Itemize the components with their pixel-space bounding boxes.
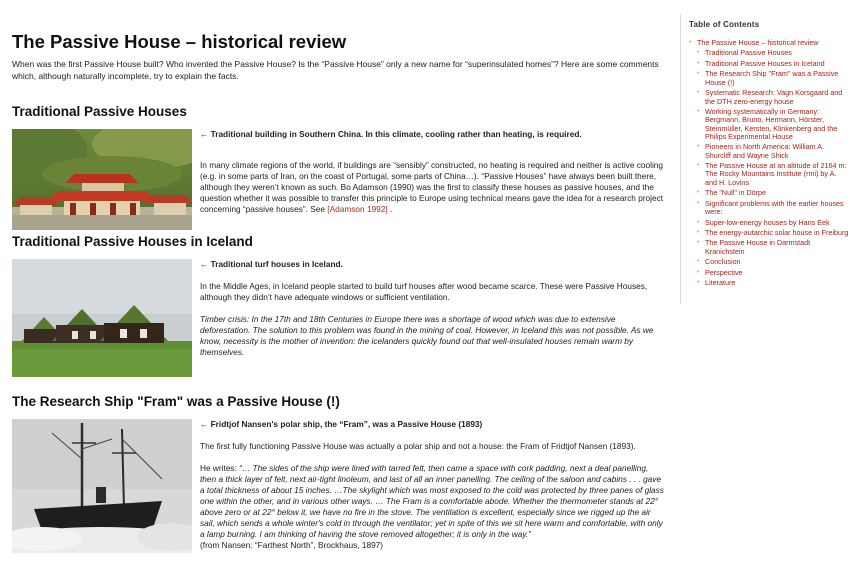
toc-item[interactable]: • Pioneers in North America: William A. Shurcliff and Wayne Shick	[689, 143, 849, 160]
toc-list	[689, 39, 849, 288]
body-text: In many climate regions of the world, if buildings are “sensibly” constructed, no heating is required and neither is active cooling (e.g. in some parts of Iran, on the coast of Portugal, some parts of China…). “Passive Houses” have always been built there, although they weren’t known as such. Bo Adamson (1990) was the first to classify these houses as passive houses, and the question whether it was possible to transfer this principle to Europe using technical means gave the idea for a research project concerning “passive houses”. See	[200, 160, 664, 214]
page-title: The Passive House – historical review	[12, 31, 347, 52]
body-tail: .	[390, 204, 393, 214]
toc-item[interactable]: • Literature	[689, 279, 849, 287]
toc-item[interactable]: • Super-low-energy houses by Hans Eek	[689, 219, 849, 227]
photo-chinese-temple	[12, 129, 192, 230]
table-of-contents	[680, 14, 849, 304]
toc-item[interactable]: • The "Null" in Dörpe	[689, 189, 849, 197]
image-caption: ← Fridtjof Nansen's polar ship, the “Fram”, was a Passive House (1893)	[200, 419, 483, 429]
intro-paragraph: When was the first Passive House built? Who invented the Passive House? Is the “Passive House” only a new name for “superinsulated homes”? Here are some comments which, although naturally incomplete, try to explain the facts.	[12, 59, 659, 81]
quote-lead: He writes:	[200, 463, 240, 473]
toc-item[interactable]: • Traditional Passive Houses in Iceland	[689, 60, 849, 68]
quote-text: “… The sides of the ship were lined with tarred felt, then came a space with cork padding, next a deal panelling, then a thick layer of felt, next air-tight linoleum, and last of all an inner panelling. The ceiling of the saloon and cabins . . . gave a total thickness of about 15 inches. …The skylight which was most exposed to the cold was protected by three panes of glass one within the other, and in various other ways. … The Fram is a comfortable abode. Whether the thermometer stands at 22° above zero or at 22° below it, we have no fire in the stove. The ventilation is excellent, especially since we rigged up the air sail, which sends a whole winter's cold in through the ventilator; yet in spite of this we sit here warm and comfortable, with only a lamp burning. I am thinking of having the stove removed altogether; it is only in the way.”	[200, 463, 664, 539]
adamson-link[interactable]: [Adamson 1992]	[327, 204, 388, 214]
section-heading-iceland: Traditional Passive Houses in Iceland	[12, 234, 253, 249]
toc-item[interactable]: • The Passive House in Darmstadt Kranichstein	[689, 239, 849, 256]
toc-item[interactable]: • Working systematically in Germany: Bergmann, Bruno, Hermann, Hörster, Steinmüller, Kersten, Klinkenberg and the Philips Experimental House	[689, 108, 849, 141]
section-text-fram	[200, 419, 665, 562]
toc-item[interactable]: • Conclusion	[689, 258, 849, 266]
section-text-traditional	[200, 129, 665, 226]
quote-source: (from Nansen: “Farthest North”, Brockhaus, 1897)	[200, 540, 384, 550]
toc-item[interactable]: • Systematic Research: Vagn Korsgaard and the DTH zero-energy house	[689, 89, 849, 106]
body-paragraph: The first fully functioning Passive House was actually a polar ship and not a house: the Fram of Fridtjof Nansen (1893).	[200, 441, 636, 451]
body-paragraph: In the Middle Ages, in Iceland people started to build turf houses after wood became scarce. These were Passive Houses, although they didn’t have adequate windows or sufficient ventilation.	[200, 281, 648, 302]
image-caption: ← Traditional building in Southern China. In this climate, cooling rather than heating, is required.	[200, 129, 582, 139]
toc-title: Table of Contents	[689, 20, 760, 29]
nansen-quote	[200, 463, 665, 551]
section-heading-fram: The Research Ship "Fram" was a Passive House (!)	[12, 394, 340, 409]
photo-turf-houses	[12, 259, 192, 377]
toc-item[interactable]: • The Passive House at an altitude of 2164 m: The Rocky Mountains Institute (rmi) by A. and H. Lovins	[689, 162, 849, 187]
body-paragraph	[200, 160, 665, 215]
toc-item[interactable]: • The Passive House – historical review	[689, 39, 849, 47]
photo-fram-ship	[12, 419, 192, 553]
timber-crisis-note: Timber crisis: In the 17th and 18th Centuries in Europe there was a shortage of wood which was due to extensive deforestation. The solution to this problem was found in the mining of coal. However, in Iceland this was not possible. As we know, necessity is the mother of invention: the icelanders quickly found out that well-insulated houses remain warm by themselves.	[200, 314, 654, 357]
section-text-iceland	[200, 259, 665, 314]
toc-item[interactable]: • The energy-autarchic solar house in Freiburg	[689, 229, 849, 237]
toc-item[interactable]: • Significant problems with the earlier houses were:	[689, 200, 849, 217]
toc-item[interactable]: • Traditional Passive Houses	[689, 49, 849, 57]
section-heading-traditional: Traditional Passive Houses	[12, 104, 187, 119]
image-caption: ← Traditional turf houses in Iceland.	[200, 259, 343, 269]
toc-item[interactable]: • The Research Ship "Fram" was a Passive House (!)	[689, 70, 849, 87]
toc-item[interactable]: • Perspective	[689, 269, 849, 277]
